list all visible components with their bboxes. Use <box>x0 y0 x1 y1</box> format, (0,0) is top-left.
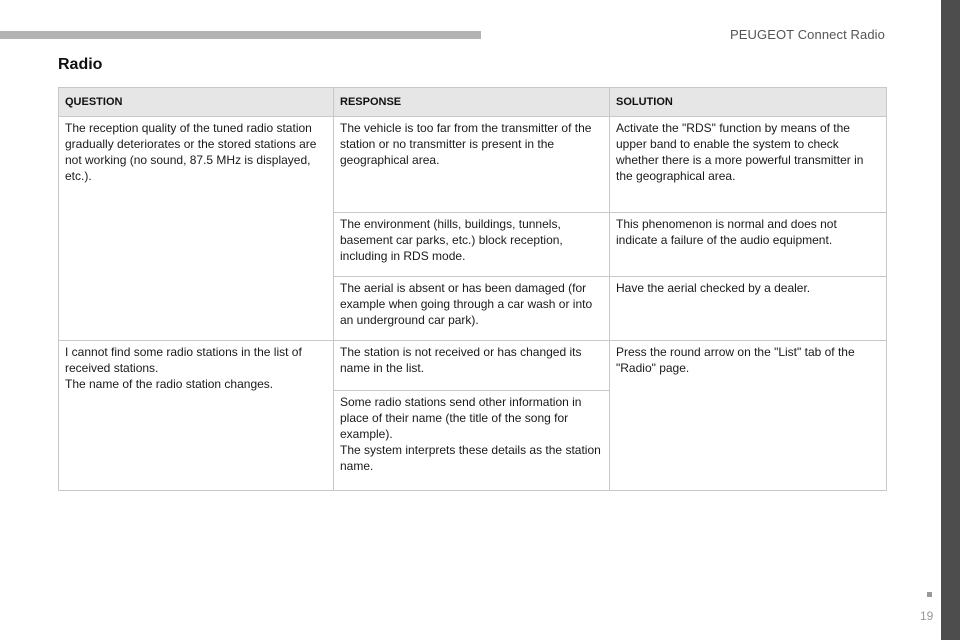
column-header-response: RESPONSE <box>334 88 610 117</box>
response-line: The system interprets these details as the station name. <box>340 443 601 473</box>
question-line: I cannot find some radio stations in the list of received stations. <box>65 345 302 375</box>
section-title: Radio <box>58 56 103 73</box>
table-row <box>59 341 887 391</box>
response-cell <box>334 341 610 391</box>
response-cell: The environment (hills, buildings, tunnels, basement car parks, etc.) block reception, including in RDS mode. <box>334 213 610 277</box>
table-row <box>59 117 887 213</box>
response-line: Some radio stations send other information in place of their name (the title of the song for example). <box>340 395 582 441</box>
solution-cell: Press the round arrow on the "List" tab of the "Radio" page. <box>610 341 887 491</box>
column-header-solution: SOLUTION <box>610 88 887 117</box>
right-edge-strip <box>941 0 960 640</box>
question-cell: The reception quality of the tuned radio station gradually deteriorates or the stored stations are not working (no sound, 87.5 MHz is displayed, etc.). <box>59 117 334 341</box>
response-cell: The aerial is absent or has been damaged (for example when going through a car wash or into an underground car park). <box>334 277 610 341</box>
solution-cell: Activate the "RDS" function by means of the upper band to enable the system to check whether there is a more powerful transmitter in the geographical area. <box>610 117 887 213</box>
solution-cell: Have the aerial checked by a dealer. <box>610 277 887 341</box>
page-marker-icon <box>927 592 932 597</box>
response-cell <box>334 391 610 491</box>
question-cell <box>59 341 334 491</box>
header-bar <box>0 31 481 39</box>
header-title: PEUGEOT Connect Radio <box>729 27 885 42</box>
question-line: The name of the radio station changes. <box>65 377 274 391</box>
faq-table <box>58 87 887 491</box>
response-line: The station is not received or has changed its name in the list. <box>340 345 582 375</box>
page-number: 19 <box>920 609 934 623</box>
response-cell: The vehicle is too far from the transmitter of the station or no transmitter is present in the geographical area. <box>334 117 610 213</box>
solution-cell: This phenomenon is normal and does not indicate a failure of the audio equipment. <box>610 213 887 277</box>
table-header-row <box>59 88 887 117</box>
column-header-question: QUESTION <box>59 88 334 117</box>
